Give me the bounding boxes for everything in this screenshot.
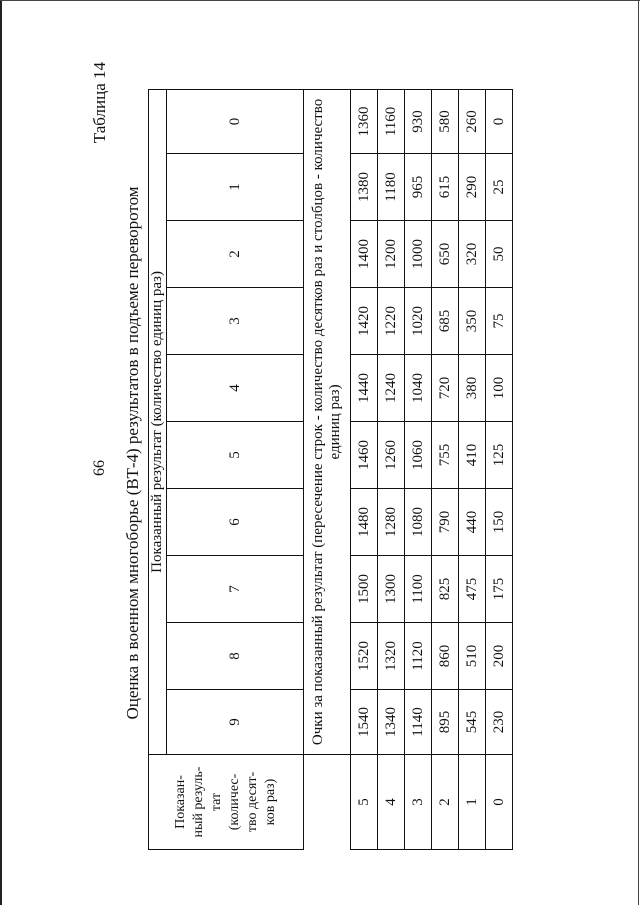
points-cell: 100 bbox=[486, 355, 513, 422]
points-cell: 1020 bbox=[405, 288, 432, 355]
table-row bbox=[459, 89, 486, 849]
side-header-line: ков раз) bbox=[263, 778, 278, 826]
points-cell: 1100 bbox=[405, 556, 432, 623]
points-cell: 410 bbox=[459, 422, 486, 489]
table-row bbox=[378, 89, 405, 849]
side-header-line: тат bbox=[209, 792, 224, 812]
points-cell: 25 bbox=[486, 154, 513, 221]
top-header: Показанный результат (количество единиц раз) bbox=[149, 89, 167, 754]
points-cell: 50 bbox=[486, 221, 513, 288]
unit-column-header: 4 bbox=[167, 355, 304, 422]
points-cell: 0 bbox=[486, 89, 513, 153]
tens-cell: 2 bbox=[432, 755, 459, 850]
table-row bbox=[405, 89, 432, 849]
points-cell: 1500 bbox=[351, 556, 378, 623]
unit-column-header: 7 bbox=[167, 556, 304, 623]
points-cell: 720 bbox=[432, 355, 459, 422]
points-cell: 320 bbox=[459, 221, 486, 288]
points-cell: 75 bbox=[486, 288, 513, 355]
points-cell: 440 bbox=[459, 489, 486, 556]
points-cell: 1400 bbox=[351, 221, 378, 288]
unit-column-header: 0 bbox=[167, 89, 304, 153]
header-row-sub bbox=[304, 89, 351, 849]
points-cell: 685 bbox=[432, 288, 459, 355]
unit-column-header: 2 bbox=[167, 221, 304, 288]
unit-column-header: 8 bbox=[167, 623, 304, 690]
tens-cell: 5 bbox=[351, 755, 378, 850]
points-cell: 1120 bbox=[405, 623, 432, 690]
tens-cell: 1 bbox=[459, 755, 486, 850]
points-cell: 1040 bbox=[405, 355, 432, 422]
unit-column-header: 6 bbox=[167, 489, 304, 556]
sub-header: Очки за показанный результат (пересечение строк - количество десятков раз и столбцов - количество единиц раз) bbox=[304, 89, 351, 754]
tens-cell: 3 bbox=[405, 755, 432, 850]
table-row bbox=[486, 89, 513, 849]
points-cell: 1540 bbox=[351, 690, 378, 755]
tens-cell: 4 bbox=[378, 755, 405, 850]
header-row-top bbox=[149, 89, 167, 849]
points-cell: 930 bbox=[405, 89, 432, 153]
points-cell: 1140 bbox=[405, 690, 432, 755]
document-title: Оценка в военном многоборье (ВТ-4) результатов в подъеме переворотом bbox=[123, 186, 142, 720]
side-header-cell bbox=[149, 755, 304, 850]
points-cell: 1060 bbox=[405, 422, 432, 489]
points-cell: 1260 bbox=[378, 422, 405, 489]
unit-column-header: 1 bbox=[167, 154, 304, 221]
points-cell: 895 bbox=[432, 690, 459, 755]
points-cell: 1280 bbox=[378, 489, 405, 556]
points-cell: 1460 bbox=[351, 422, 378, 489]
table-row bbox=[432, 89, 459, 849]
points-cell: 860 bbox=[432, 623, 459, 690]
page-number: 66 bbox=[91, 460, 108, 476]
scan-border-top bbox=[0, 0, 640, 1]
points-cell: 790 bbox=[432, 489, 459, 556]
points-cell: 1480 bbox=[351, 489, 378, 556]
points-cell: 475 bbox=[459, 556, 486, 623]
points-cell: 1380 bbox=[351, 154, 378, 221]
points-cell: 150 bbox=[486, 489, 513, 556]
points-cell: 510 bbox=[459, 623, 486, 690]
side-header-line: (количес- bbox=[227, 773, 242, 831]
scan-border-left bbox=[0, 0, 2, 905]
rotated-page-content bbox=[85, 62, 620, 878]
empty-corner-cell bbox=[304, 755, 351, 850]
points-cell: 230 bbox=[486, 690, 513, 755]
points-cell: 1080 bbox=[405, 489, 432, 556]
points-cell: 1420 bbox=[351, 288, 378, 355]
points-cell: 350 bbox=[459, 288, 486, 355]
points-cell: 650 bbox=[432, 221, 459, 288]
score-table bbox=[148, 89, 513, 850]
points-cell: 290 bbox=[459, 154, 486, 221]
tens-cell: 0 bbox=[486, 755, 513, 850]
points-cell: 545 bbox=[459, 690, 486, 755]
points-cell: 755 bbox=[432, 422, 459, 489]
points-cell: 260 bbox=[459, 89, 486, 153]
points-cell: 825 bbox=[432, 556, 459, 623]
unit-column-header: 9 bbox=[167, 690, 304, 755]
points-cell: 1240 bbox=[378, 355, 405, 422]
table-row bbox=[351, 89, 378, 849]
points-cell: 1520 bbox=[351, 623, 378, 690]
points-cell: 1440 bbox=[351, 355, 378, 422]
points-cell: 965 bbox=[405, 154, 432, 221]
points-cell: 1160 bbox=[378, 89, 405, 153]
points-cell: 1320 bbox=[378, 623, 405, 690]
scan-border-right bbox=[638, 0, 639, 905]
points-cell: 1300 bbox=[378, 556, 405, 623]
points-cell: 1180 bbox=[378, 154, 405, 221]
points-cell: 125 bbox=[486, 422, 513, 489]
unit-column-header: 3 bbox=[167, 288, 304, 355]
points-cell: 175 bbox=[486, 556, 513, 623]
points-cell: 615 bbox=[432, 154, 459, 221]
points-cell: 1340 bbox=[378, 690, 405, 755]
table-label: Таблица 14 bbox=[90, 62, 109, 144]
side-header-line: Показан- bbox=[173, 775, 188, 829]
points-cell: 200 bbox=[486, 623, 513, 690]
points-cell: 1220 bbox=[378, 288, 405, 355]
points-cell: 580 bbox=[432, 89, 459, 153]
points-cell: 1200 bbox=[378, 221, 405, 288]
points-cell: 1360 bbox=[351, 89, 378, 153]
unit-column-header: 5 bbox=[167, 422, 304, 489]
points-cell: 1000 bbox=[405, 221, 432, 288]
side-header-line: ный резуль- bbox=[191, 766, 206, 838]
side-header-line: тво десят- bbox=[245, 771, 260, 833]
points-cell: 380 bbox=[459, 355, 486, 422]
header-row-units bbox=[167, 89, 304, 849]
